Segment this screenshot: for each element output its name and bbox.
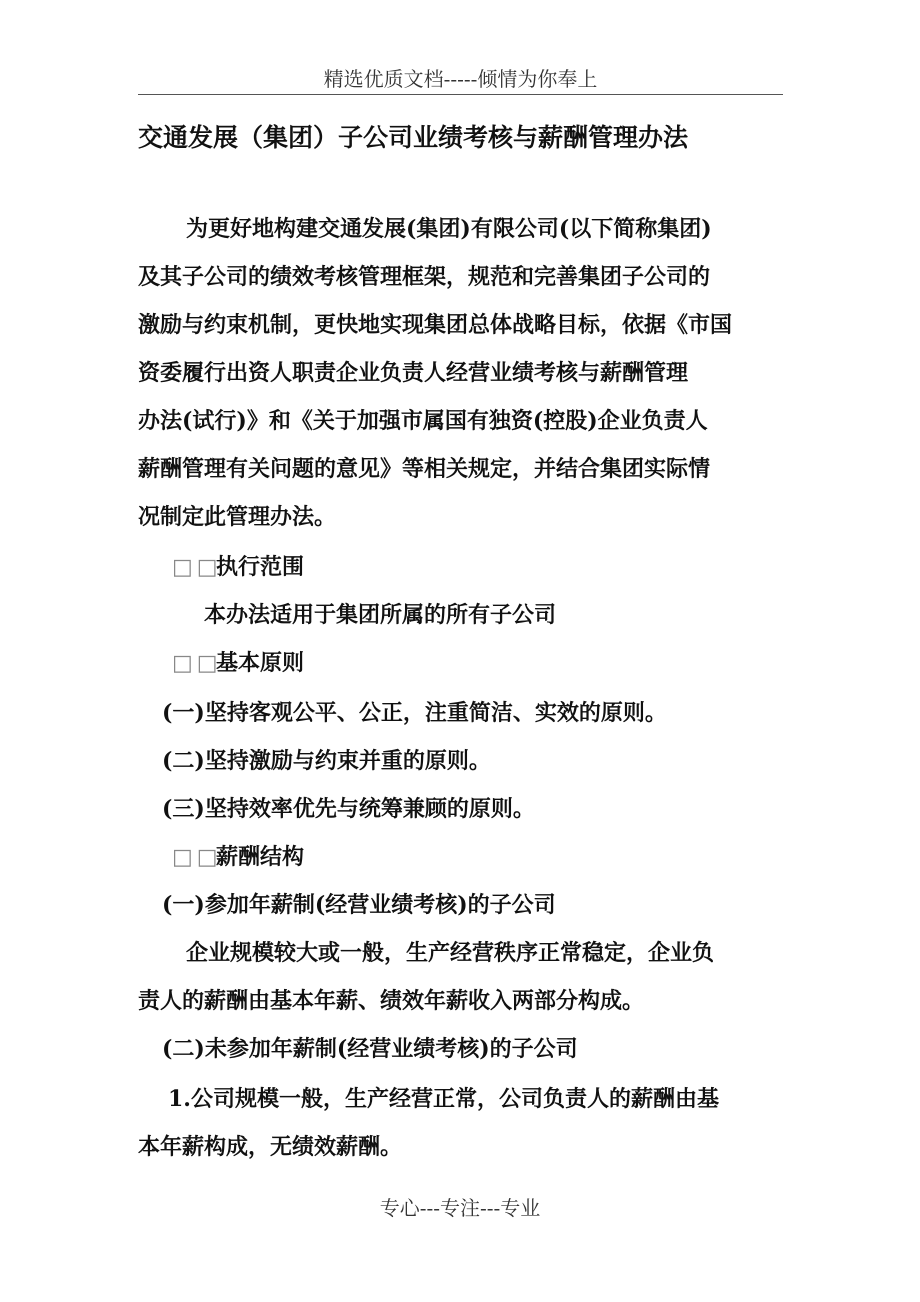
- section-heading-text: 执行范围: [216, 554, 305, 580]
- subsection-line-4: 本年薪构成，无绩效薪酬。: [138, 1134, 403, 1160]
- missing-glyph-marker: □□: [172, 555, 222, 580]
- intro-line-6: 薪酬管理有关问题的意见》等相关规定，并结合集团实际情: [138, 456, 711, 482]
- intro-line-1: 为更好地构建交通发展(集团)有限公司(以下简称集团): [186, 216, 712, 242]
- section-heading-text: 薪酬结构: [216, 844, 305, 870]
- intro-line-4: 资委履行出资人职责企业负责人经营业绩考核与薪酬管理: [138, 360, 689, 386]
- subsection-heading-annual-salary: (一)参加年薪制(经营业绩考核)的子公司: [162, 892, 556, 918]
- intro-line-5: 办法(试行)》和《关于加强市属国有独资(控股)企业负责人: [138, 408, 708, 434]
- subsection-line-1: 企业规模较大或一般，生产经营秩序正常稳定，企业负: [186, 940, 715, 966]
- principle-item-3: (三)坚持效率优先与统筹兼顾的原则。: [162, 796, 535, 822]
- section-heading-salary-structure: [172, 833, 304, 882]
- intro-line-7: 况制定此管理办法。: [138, 504, 337, 530]
- section-heading-principles: [172, 639, 304, 688]
- intro-line-2: 及其子公司的绩效考核管理框架，规范和完善集团子公司的: [138, 264, 711, 290]
- page-footer: 专心---专注---专业: [379, 1196, 541, 1220]
- intro-line-3: 激励与约束机制，更快地实现集团总体战略目标，依据《市国: [138, 312, 733, 338]
- principle-item-1: (一)坚持客观公平、公正，注重简洁、实效的原则。: [162, 700, 667, 726]
- missing-glyph-marker: □□: [172, 651, 222, 676]
- subsection-line-3: 1.公司规模一般，生产经营正常，公司负责人的薪酬由基: [168, 1086, 719, 1112]
- section-body-scope: 本办法适用于集团所属的所有子公司: [204, 602, 557, 628]
- document-title: 交通发展（集团）子公司业绩考核与薪酬管理办法: [138, 123, 689, 152]
- principle-item-2: (二)坚持激励与约束并重的原则。: [162, 748, 491, 774]
- section-heading-text: 基本原则: [216, 650, 305, 676]
- subsection-heading-non-annual-salary: (二)未参加年薪制(经营业绩考核)的子公司: [162, 1036, 578, 1062]
- page-header: 精选优质文档-----倾情为你奉上: [138, 66, 783, 95]
- section-heading-scope: [172, 543, 304, 592]
- missing-glyph-marker: □□: [172, 845, 222, 870]
- subsection-line-2: 责人的薪酬由基本年薪、绩效年薪收入两部分构成。: [138, 988, 645, 1014]
